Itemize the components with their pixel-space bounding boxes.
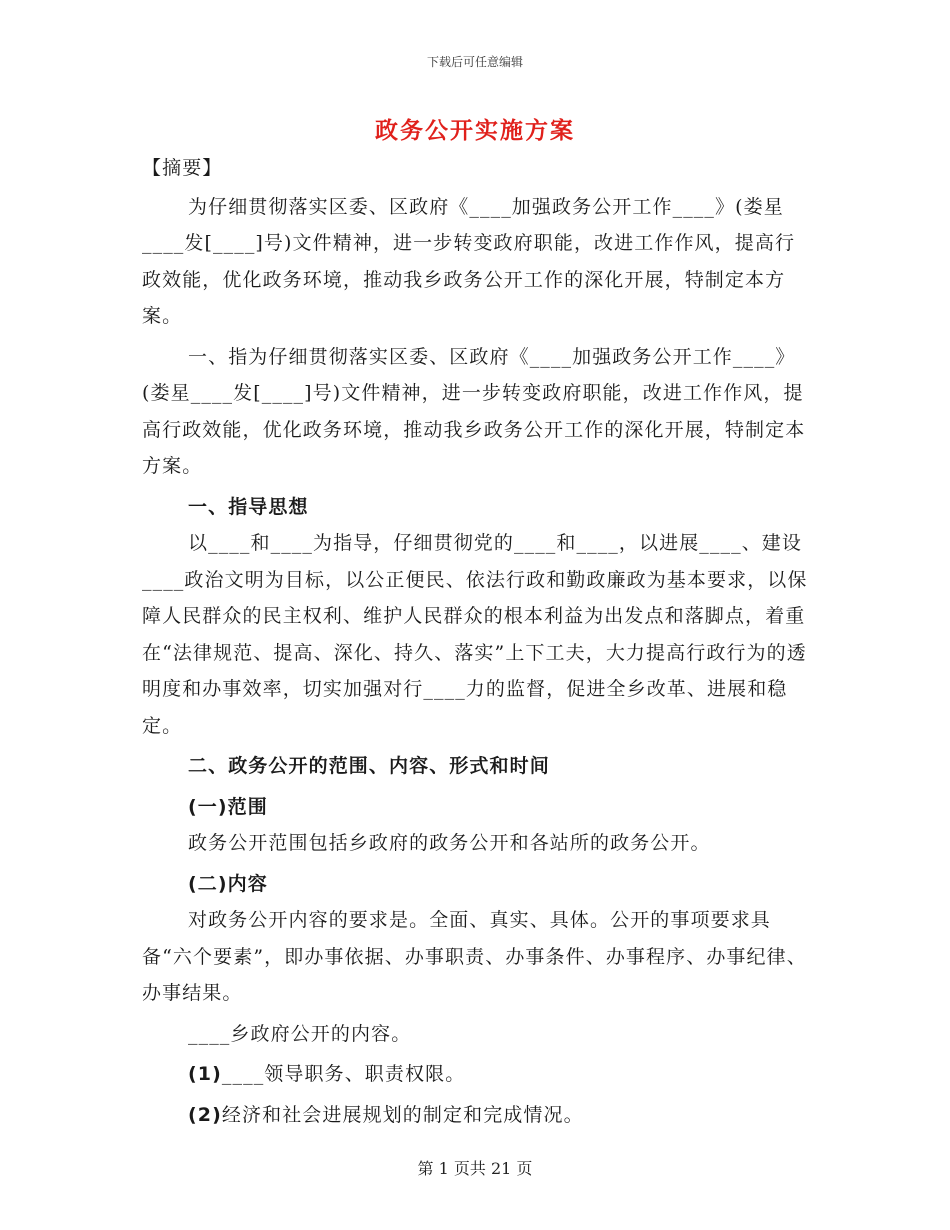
paragraph-guidance-intro: 一、指为仔细贯彻落实区委、区政府《____加强政务公开工作____》(娄星____发[____]号)文件精神，进一步转变政府职能，改进工作作风，提高行政效能，优化政务环境，推动我乡政务公开工作的深化开展，特制定本方案。	[142, 345, 806, 477]
paragraph-township-content: ____乡政府公开的内容。	[188, 1022, 412, 1045]
heading-guiding-ideology: 一、指导思想	[188, 495, 309, 518]
paragraph-content-requirements: 对政务公开内容的要求是。全面、真实、具体。公开的事项要求具备“六个要素”，即办事依据、办事职责、办事条件、办事程序、办事纪律、办事结果。	[142, 909, 807, 1004]
document-title: 政务公开实施方案	[375, 117, 575, 144]
page-footer: 第 1 页共 21 页	[417, 1159, 533, 1178]
list-item-2-number: (2)	[188, 1103, 222, 1126]
list-item-2	[142, 1097, 810, 1134]
list-item-1-number: (1)	[188, 1063, 222, 1085]
abstract-label: 【摘要】	[142, 157, 223, 179]
heading-scope: (一)范围	[188, 795, 268, 818]
list-item-1	[142, 1056, 810, 1093]
heading-content: (二)内容	[188, 872, 268, 895]
document-body	[142, 150, 810, 1133]
paragraph-intro: 为仔细贯彻落实区委、区政府《____加强政务公开工作____》(娄星____发[____]号)文件精神，进一步转变政府职能，改进工作作风，提高行政效能，优化政务环境，推动我乡政务公开工作的深化开展，特制定本方案。	[142, 195, 796, 327]
list-item-1-text: ____领导职务、职责权限。	[221, 1063, 466, 1085]
paragraph-scope: 政务公开范围包括乡政府的政务公开和各站所的政务公开。	[188, 832, 711, 854]
paragraph-guiding-ideology: 以____和____为指导，仔细贯彻党的____和____，以进展____、建设____政治文明为目标，以公正便民、依法行政和勤政廉政为基本要求，以保障人民群众的民主权利、维护人民群众的根本利益为出发点和落脚点，着重在“法律规范、提高、深化、持久、落实”上下工夫，大力提高行政行为的透明度和办事效率，切实加强对行____力的监督，促进全乡改革、进展和稳定。	[142, 532, 808, 737]
list-item-2-text: 经济和社会进展规划的制定和完成情况。	[221, 1103, 584, 1126]
heading-scope-content: 二、政务公开的范围、内容、形式和时间	[188, 755, 550, 777]
header-note: 下载后可任意编辑	[426, 55, 523, 69]
